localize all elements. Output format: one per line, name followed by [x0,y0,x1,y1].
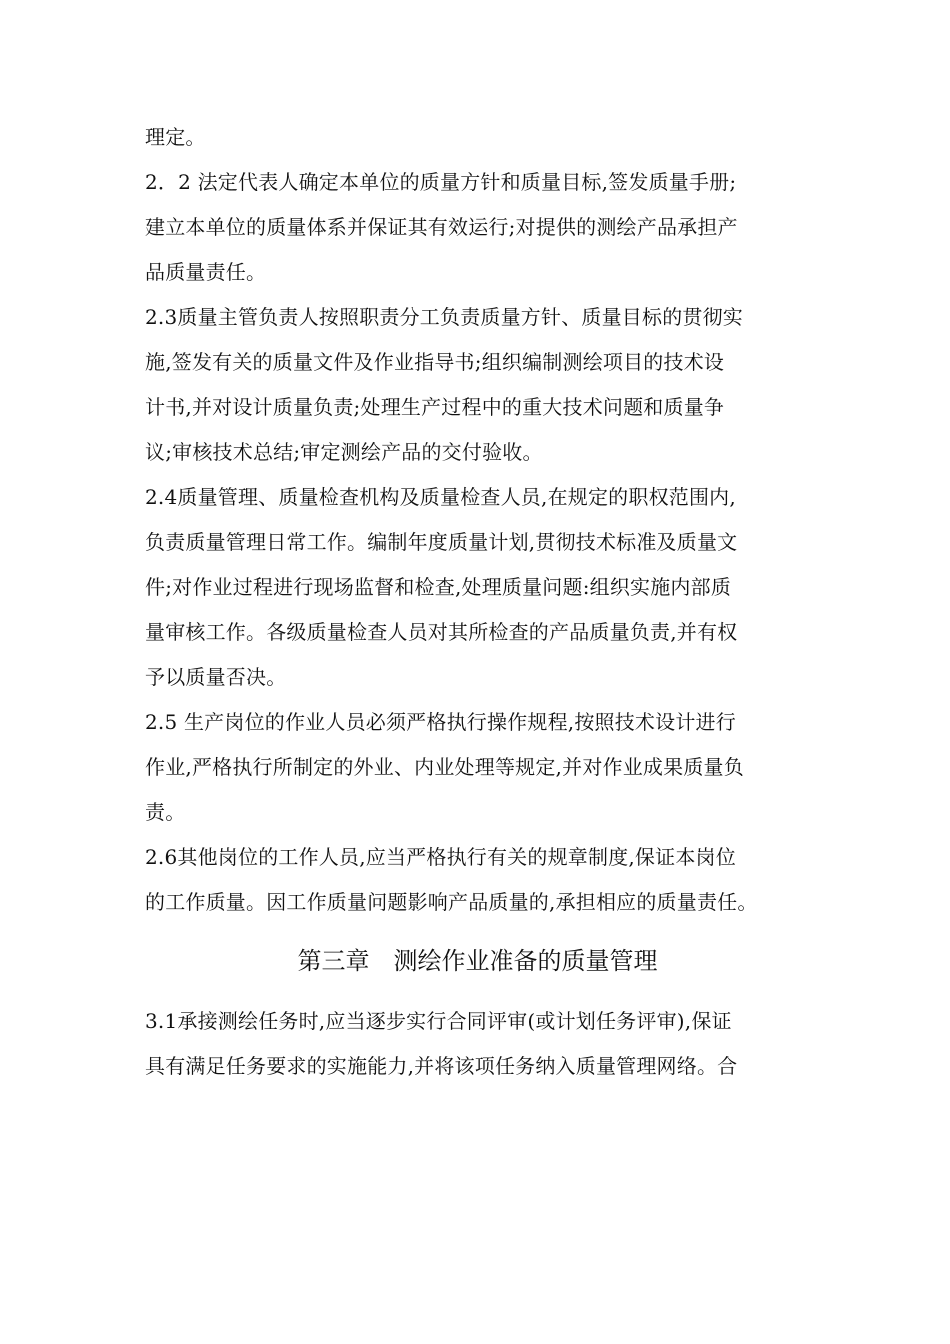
text-line: 作业,严格执行所制定的外业、内业处理等规定,并对作业成果质量负 [145,755,744,779]
text-line: 2.3质量主管负责人按照职责分工负责质量方针、质量目标的贯彻实 [145,305,744,329]
chapter-title: 第三章 测绘作业准备的质量管理 [297,947,658,975]
text-line: 2.4质量管理、质量检查机构及质量检查人员,在规定的职权范围内, [145,485,736,509]
text-line: 予以质量否决。 [145,665,287,689]
text-line: 施,签发有关的质量文件及作业指导书;组织编制测绘项目的技术设 [145,350,725,374]
text-line: 理定。 [145,125,206,149]
text-line: 2.5 生产岗位的作业人员必须严格执行操作规程,按照技术设计进行 [145,710,736,734]
text-line: 2.6其他岗位的工作人员,应当严格执行有关的规章制度,保证本岗位 [145,845,736,869]
text-line: 建立本单位的质量体系并保证其有效运行;对提供的测绘产品承担产 [145,215,738,239]
text-line: 2．2 法定代表人确定本单位的质量方针和质量目标,签发质量手册; [145,170,737,194]
text-line: 3.1承接测绘任务时,应当逐步实行合同评审(或计划任务评审),保证 [145,1009,732,1033]
text-line: 负责质量管理日常工作。编制年度质量计划,贯彻技术标准及质量文 [145,530,738,554]
text-line: 量审核工作。各级质量检查人员对其所检查的产品质量负责,并有权 [145,620,738,644]
text-line: 责。 [145,800,186,824]
document-body [145,115,810,1089]
text-line: 的工作质量。因工作质量问题影响产品质量的,承担相应的质量责任。 [145,890,758,914]
text-line: 品质量责任。 [145,260,267,284]
text-line: 计书,并对设计质量负责;处理生产过程中的重大技术问题和质量争 [145,395,725,419]
text-line: 议;审核技术总结;审定测绘产品的交付验收。 [145,440,543,464]
text-line: 具有满足任务要求的实施能力,并将该项任务纳入质量管理网络。合 [145,1054,738,1078]
text-line: 件;对作业过程进行现场监督和检查,处理质量问题:组织实施内部质 [145,575,732,599]
